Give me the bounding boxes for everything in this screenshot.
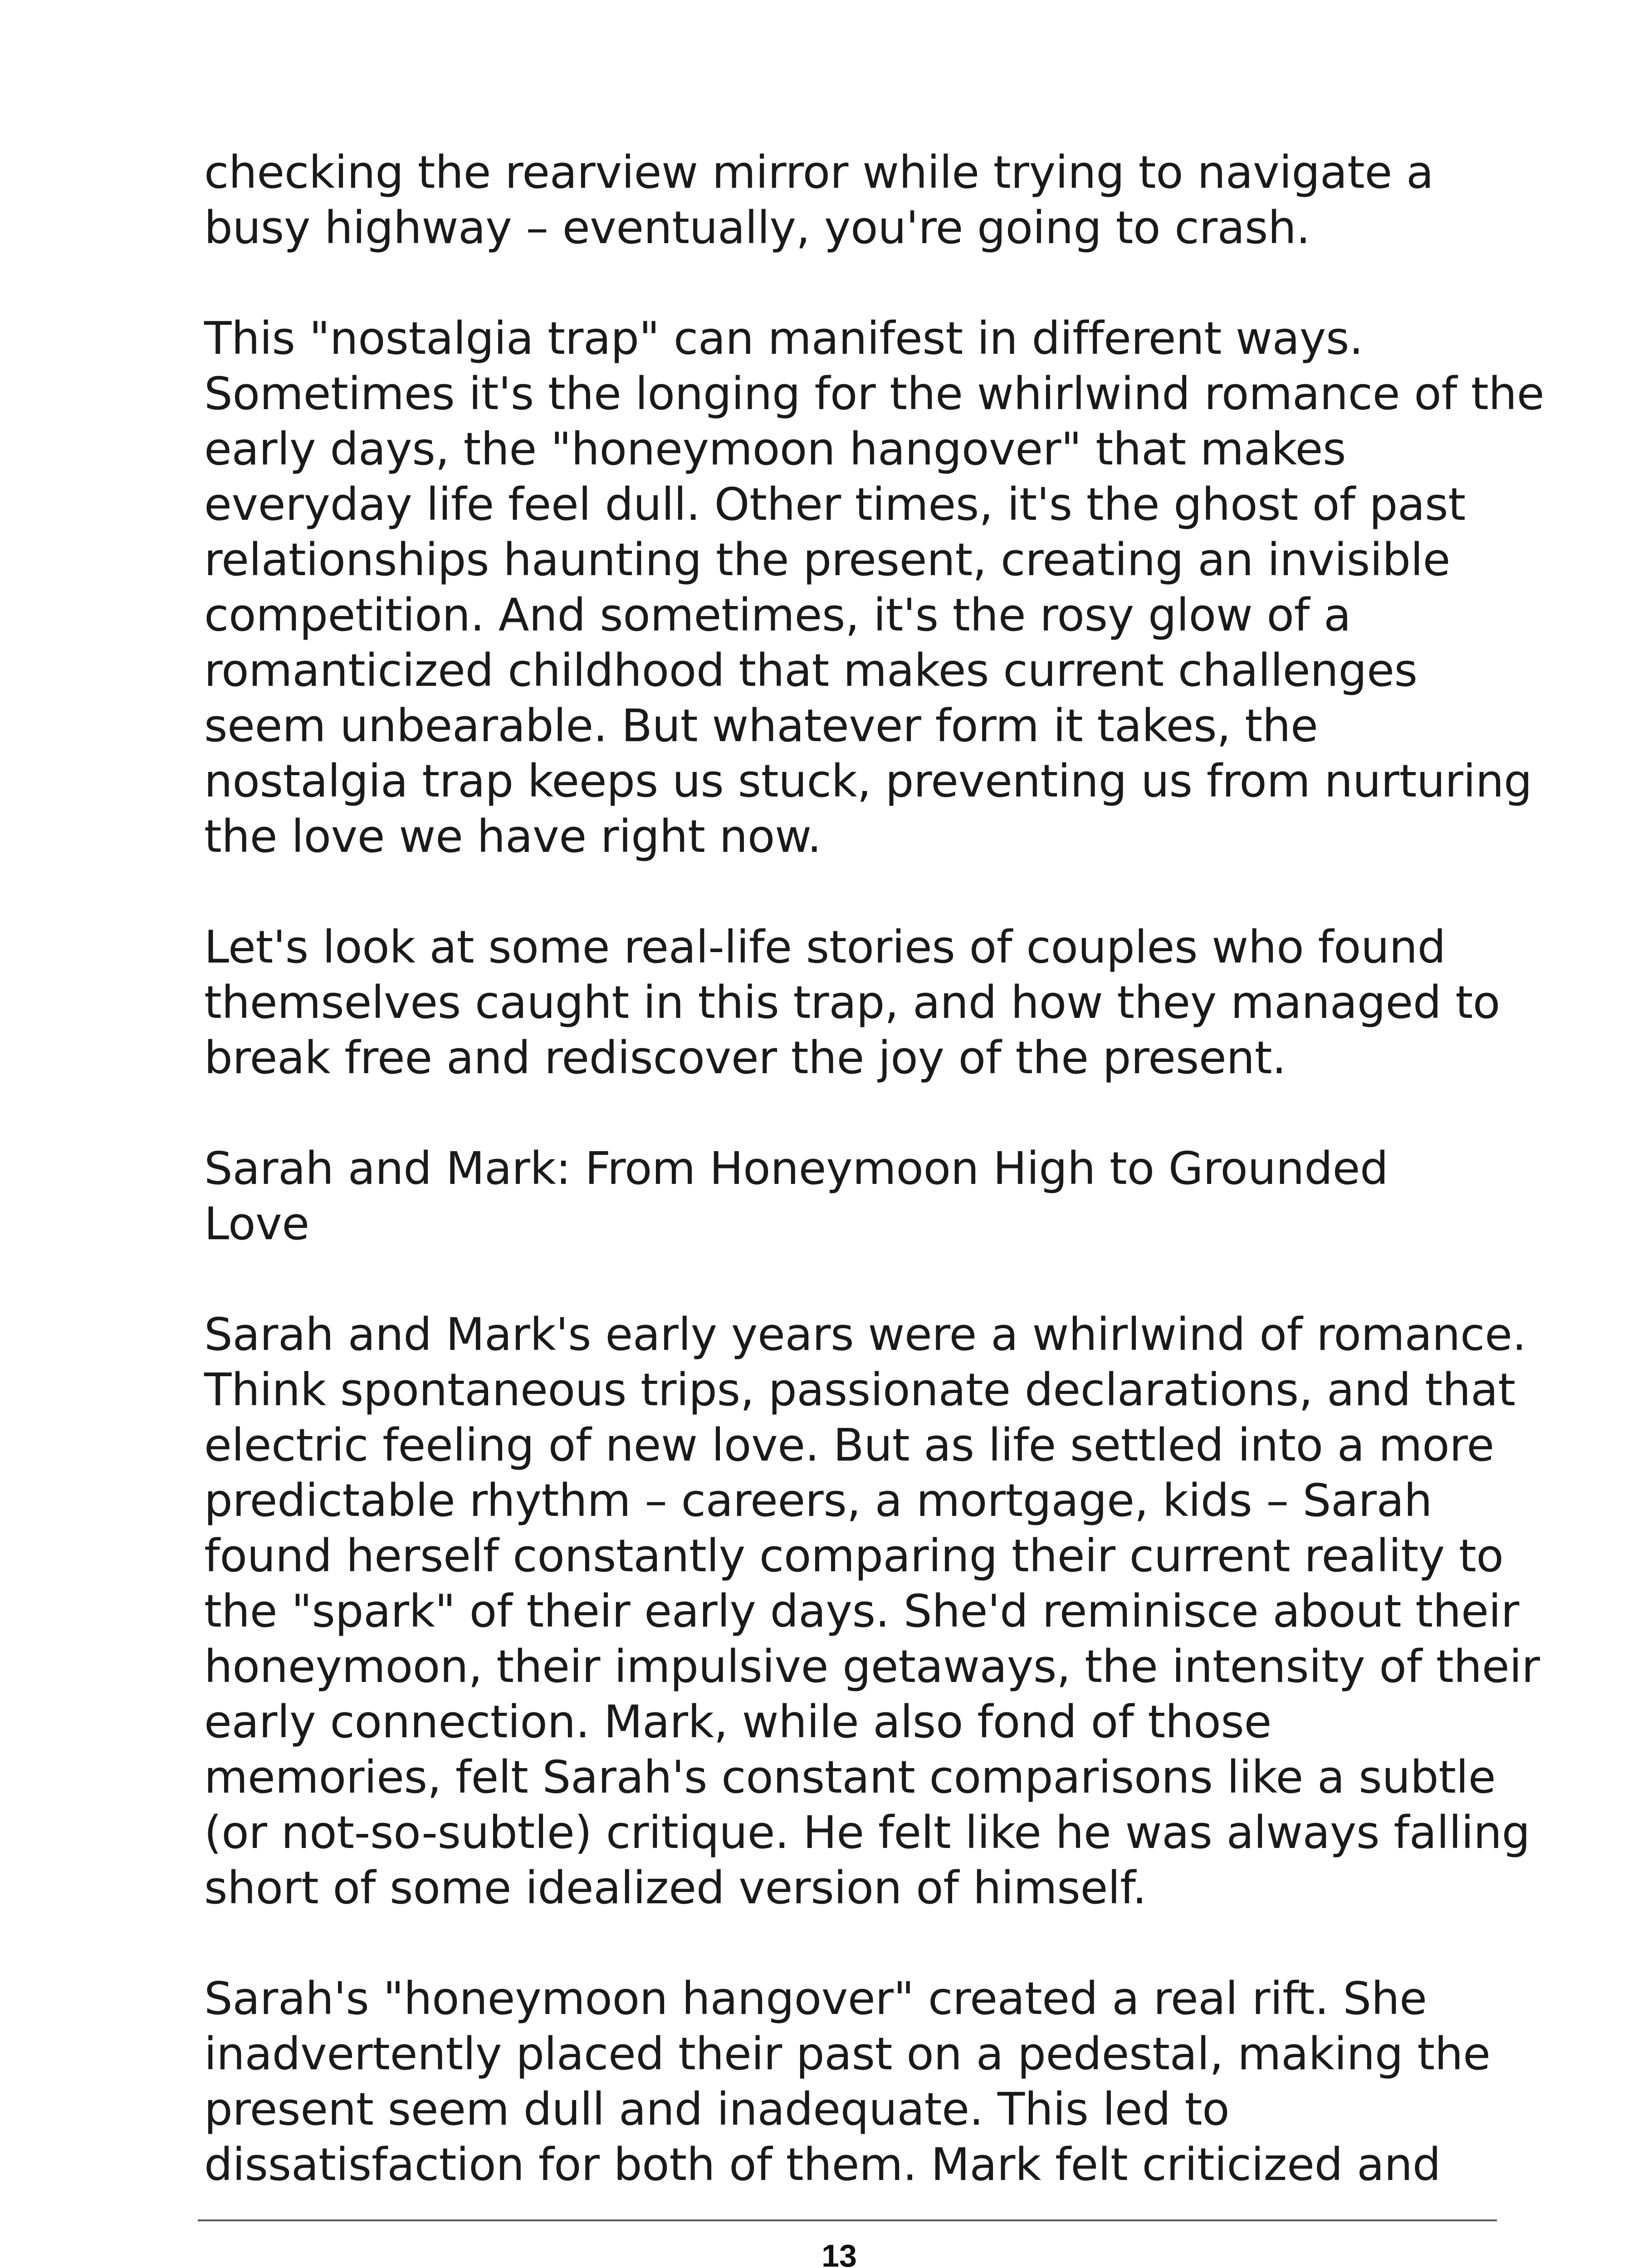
- text-line: short of some idealized version of himself.: [204, 1862, 1147, 1914]
- text-line: the "spark" of their early days. She'd reminisce about their: [204, 1585, 1519, 1637]
- text-line: Love: [204, 1198, 309, 1250]
- text-line: Sarah and Mark's early years were a whirlwind of romance.: [204, 1309, 1526, 1361]
- text-line: Sarah and Mark: From Honeymoon High to Grounded: [204, 1143, 1389, 1195]
- text-line: early days, the "honeymoon hangover" that makes: [204, 423, 1346, 475]
- text-line: romanticized childhood that makes current challenges: [204, 645, 1418, 697]
- paragraph: [204, 311, 1545, 865]
- text-line: dissatisfaction for both of them. Mark felt criticized and: [204, 2139, 1441, 2191]
- text-line: electric feeling of new love. But as life settled into a more: [204, 1419, 1494, 1471]
- page-number: 13: [821, 2238, 857, 2268]
- text-line: busy highway – eventually, you're going to crash.: [204, 202, 1310, 254]
- text-line: early connection. Mark, while also fond of those: [204, 1696, 1271, 1748]
- paragraph: [204, 145, 1506, 256]
- text-line: (or not-so-subtle) critique. He felt like he was always falling: [204, 1807, 1530, 1859]
- text-line: nostalgia trap keeps us stuck, preventing us from nurturing: [204, 755, 1532, 807]
- text-line: break free and rediscover the joy of the present.: [204, 1032, 1286, 1084]
- text-line: honeymoon, their impulsive getaways, the intensity of their: [204, 1641, 1540, 1693]
- text-line: seem unbearable. But whatever form it takes, the: [204, 700, 1318, 752]
- text-line: checking the rearview mirror while trying to navigate a: [204, 147, 1434, 199]
- text-line: inadvertently placed their past on a pedestal, making the: [204, 2028, 1491, 2080]
- text-line: Let's look at some real-life stories of couples who found: [204, 921, 1446, 973]
- paragraph: [204, 1141, 1506, 1252]
- text-line: relationships haunting the present, creating an invisible: [204, 534, 1451, 586]
- text-line: predictable rhythm – careers, a mortgage, kids – Sarah: [204, 1475, 1433, 1527]
- text-line: Think spontaneous trips, passionate declarations, and that: [204, 1364, 1516, 1416]
- paragraph: [204, 1971, 1506, 2193]
- text-line: everyday life feel dull. Other times, it's the ghost of past: [204, 479, 1466, 531]
- text-line: Sometimes it's the longing for the whirlwind romance of the: [204, 368, 1545, 420]
- paragraph: [204, 920, 1506, 1086]
- text-line: competition. And sometimes, it's the rosy glow of a: [204, 589, 1351, 641]
- text-line: present seem dull and inadequate. This led to: [204, 2083, 1230, 2136]
- text-line: found herself constantly comparing their current reality to: [204, 1530, 1504, 1582]
- paragraph: [204, 1307, 1540, 1916]
- body-text: [204, 145, 1545, 2248]
- text-line: themselves caught in this trap, and how they managed to: [204, 977, 1500, 1029]
- text-line: memories, felt Sarah's constant comparisons like a subtle: [204, 1751, 1496, 1804]
- text-line: This "nostalgia trap" can manifest in different ways.: [204, 313, 1364, 365]
- text-line: the love we have right now.: [204, 811, 821, 863]
- footer-divider: [198, 2219, 1497, 2221]
- text-line: Sarah's "honeymoon hangover" created a real rift. She: [204, 1973, 1427, 2025]
